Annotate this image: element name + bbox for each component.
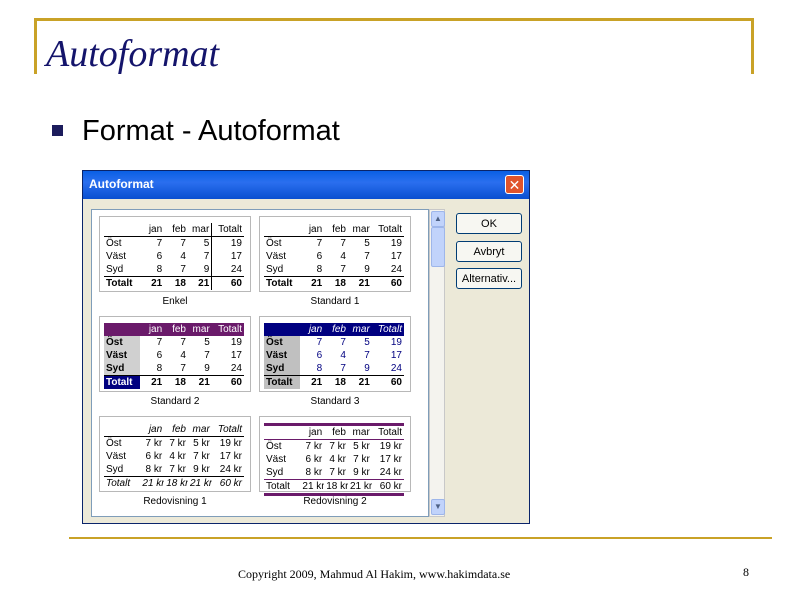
sample-table	[264, 423, 404, 496]
sample-cell: Totalt	[104, 277, 140, 291]
sample-cell: 18	[164, 277, 188, 291]
sample-cell: 8	[316, 363, 323, 374]
sample-cell: mar	[348, 425, 372, 440]
sample-cell	[264, 323, 300, 336]
sample-cell: 7 kr	[193, 451, 210, 462]
sample-cell: 21	[300, 376, 324, 390]
sample-cell	[264, 425, 300, 440]
sample-cell: 21	[348, 376, 372, 390]
sample-row-body	[264, 440, 404, 454]
sample-cell: 7	[364, 251, 370, 262]
sample-cell: 60	[212, 376, 244, 390]
sample-cell: 19 kr	[219, 438, 242, 449]
sample-cell: 6	[156, 251, 163, 262]
sample-cell: 8	[316, 264, 323, 275]
sample-row-body	[104, 463, 244, 477]
sample-row-body	[264, 263, 404, 277]
sample-cell: 24	[212, 263, 244, 277]
sample-cell: 7 kr	[329, 441, 346, 452]
sample-row-total	[104, 277, 244, 291]
sample-cell: 19	[390, 238, 402, 249]
sample-cell: jan	[300, 425, 324, 440]
format-preview	[259, 216, 411, 292]
sample-cell: 9	[204, 363, 210, 374]
sample-row-body	[264, 237, 404, 251]
sample-row-total	[264, 376, 404, 390]
sample-cell: 5	[203, 238, 210, 249]
sample-row-header	[104, 323, 244, 336]
cancel-button[interactable]: Avbryt	[456, 241, 522, 262]
close-button[interactable]: ✕	[505, 175, 524, 194]
sample-cell: mar	[348, 323, 372, 336]
sample-row-header	[104, 223, 244, 237]
sample-cell: 7 kr	[169, 438, 186, 449]
sample-cell: Totalt	[372, 323, 404, 336]
sample-cell: Öst	[266, 441, 282, 452]
gallery-scrollbar[interactable]	[429, 209, 445, 517]
format-option-standard-1[interactable]	[259, 216, 411, 311]
sample-cell: 7	[340, 337, 346, 348]
sample-cell: 8 kr	[145, 464, 163, 475]
sample-row-body	[104, 237, 244, 251]
format-option-redovisning-1[interactable]	[99, 416, 251, 511]
slide-title: Autoformat	[46, 33, 220, 75]
sample-cell: 17	[230, 350, 242, 361]
sample-cell: 17 kr	[379, 454, 402, 465]
sample-cell: 7	[156, 238, 163, 249]
sample-cell: Syd	[266, 264, 284, 275]
sample-cell: Totalt	[264, 277, 300, 291]
sample-cell: mar	[188, 423, 212, 437]
format-preview	[259, 416, 411, 492]
sample-cell: Totalt	[264, 480, 300, 495]
options-button[interactable]: Alternativ...	[456, 268, 522, 289]
sample-cell: jan	[140, 323, 164, 336]
format-label: Redovisning 1	[143, 496, 207, 507]
sample-cell: 21	[300, 277, 324, 291]
scroll-down-icon[interactable]: ▼	[431, 499, 445, 515]
sample-cell: 7	[316, 337, 323, 348]
sample-cell: 19	[390, 337, 402, 348]
sample-cell: Öst	[264, 336, 300, 349]
sample-cell: 24	[230, 363, 242, 374]
format-preview	[99, 216, 251, 292]
sample-table	[264, 223, 404, 290]
sample-cell: 7	[340, 264, 346, 275]
sample-row-body	[264, 453, 404, 466]
slide-frame-left	[34, 18, 37, 74]
sample-cell: 21 kr	[189, 478, 212, 489]
sample-cell: Syd	[106, 464, 124, 475]
sample-cell: 7	[316, 238, 323, 249]
autoformat-dialog	[82, 170, 530, 524]
scroll-thumb[interactable]	[431, 227, 445, 267]
sample-cell	[264, 223, 300, 237]
sample-cell: 7 kr	[329, 467, 346, 478]
sample-row-body	[264, 466, 404, 480]
sample-cell: Totalt	[104, 477, 140, 491]
sample-cell: 21 kr	[300, 480, 324, 495]
sample-cell: 4	[340, 350, 346, 361]
sample-cell: 7 kr	[305, 441, 323, 452]
sample-cell: 4	[180, 251, 186, 262]
sample-row-body	[264, 362, 404, 376]
sample-cell: 24	[390, 264, 402, 275]
sample-cell: 4 kr	[329, 454, 346, 465]
sample-cell: jan	[140, 223, 164, 237]
sample-cell: Väst	[104, 349, 140, 362]
sample-cell: Öst	[106, 238, 122, 249]
sample-cell: 7	[203, 251, 210, 262]
sample-cell: 60	[372, 376, 404, 390]
bullet-text: Format - Autoformat	[82, 115, 340, 147]
sample-row-body	[104, 263, 244, 277]
sample-cell: jan	[300, 223, 324, 237]
sample-cell: 24 kr	[219, 464, 242, 475]
sample-cell: feb	[164, 323, 188, 336]
sample-cell: Syd	[104, 362, 140, 376]
sample-cell: 8 kr	[305, 467, 323, 478]
sample-cell: Väst	[106, 451, 127, 462]
sample-cell: 7	[180, 264, 186, 275]
sample-cell: 5	[364, 238, 370, 249]
sample-cell: 9	[364, 264, 370, 275]
format-preview	[99, 316, 251, 392]
sample-cell: 4 kr	[169, 451, 186, 462]
sample-row-body	[264, 250, 404, 263]
sample-cell: mar	[188, 323, 212, 336]
sample-cell: 9	[364, 363, 370, 374]
sample-cell: 60 kr	[212, 477, 244, 491]
sample-cell: 5	[364, 337, 370, 348]
sample-cell: feb	[324, 223, 348, 237]
sample-cell: 9	[203, 264, 210, 275]
sample-cell: Öst	[266, 238, 282, 249]
format-preview	[99, 416, 251, 492]
sample-cell: 6	[156, 350, 163, 361]
sample-cell: 18	[164, 376, 188, 390]
sample-cell: 24	[390, 363, 402, 374]
sample-cell: feb	[164, 223, 188, 237]
sample-cell: mar	[188, 223, 212, 237]
sample-cell: 21	[188, 376, 212, 390]
scroll-up-icon[interactable]: ▲	[431, 211, 445, 227]
sample-cell: 19	[212, 237, 244, 251]
format-gallery	[91, 209, 429, 517]
sample-cell: 19 kr	[379, 441, 402, 452]
ok-button[interactable]: OK	[456, 213, 522, 234]
bullet-square-icon	[52, 125, 63, 136]
sample-cell: jan	[140, 423, 164, 437]
footer-divider	[69, 537, 772, 539]
sample-cell: Väst	[266, 251, 287, 262]
sample-row-body	[264, 336, 404, 349]
sample-cell: Öst	[104, 336, 140, 349]
sample-row-total	[264, 277, 404, 291]
sample-row-body	[104, 362, 244, 376]
sample-cell: 6 kr	[305, 454, 323, 465]
sample-cell: jan	[300, 323, 324, 336]
sample-cell: feb	[164, 423, 188, 437]
format-option-standard-2[interactable]	[99, 316, 251, 411]
sample-cell: 9 kr	[193, 464, 210, 475]
format-label: Standard 2	[150, 396, 200, 407]
sample-cell: 17 kr	[219, 451, 242, 462]
sample-row-header	[104, 423, 244, 437]
dialog-title: Autoformat	[89, 177, 154, 191]
sample-cell: Syd	[106, 264, 124, 275]
sample-table	[104, 423, 244, 490]
sample-cell: 8	[156, 363, 163, 374]
sample-cell: 7	[180, 337, 186, 348]
sample-cell: 24 kr	[379, 467, 402, 478]
sample-row-header	[264, 323, 404, 336]
copyright-text: Copyright 2009, Mahmud Al Hakim, www.hakimdata.se	[238, 567, 511, 581]
format-option-standard-3[interactable]	[259, 316, 411, 411]
sample-cell	[104, 223, 140, 237]
sample-cell: 5 kr	[353, 441, 370, 452]
sample-cell: 60 kr	[372, 480, 404, 495]
sample-cell: 8	[156, 264, 163, 275]
sample-cell: 5	[204, 337, 210, 348]
sample-cell: 21	[188, 277, 212, 291]
sample-table	[104, 223, 244, 290]
sample-cell: 18 kr	[166, 478, 188, 489]
sample-cell: Totalt	[372, 223, 404, 237]
sample-cell: 4	[180, 350, 186, 361]
sample-row-body	[104, 450, 244, 463]
sample-cell: 60	[372, 277, 404, 291]
sample-cell: 7	[204, 350, 210, 361]
sample-cell: 7	[340, 238, 346, 249]
sample-cell: 18	[324, 376, 348, 390]
sample-cell: 7	[180, 238, 186, 249]
sample-row-total	[264, 480, 404, 495]
sample-cell: 7	[180, 363, 186, 374]
sample-row-header	[264, 425, 404, 440]
sample-cell: Syd	[264, 362, 300, 376]
dialog-titlebar[interactable]	[83, 171, 529, 199]
sample-cell: 21	[140, 376, 164, 390]
sample-cell: 17	[390, 350, 402, 361]
sample-cell: Totalt	[264, 376, 300, 390]
sample-cell: 7	[156, 337, 163, 348]
sample-cell: 17	[390, 251, 402, 262]
sample-cell: 7 kr	[353, 454, 370, 465]
format-label: Standard 1	[310, 296, 360, 307]
sample-cell: 18 kr	[324, 480, 348, 495]
slide-frame-top	[34, 18, 754, 21]
sample-cell: feb	[324, 323, 348, 336]
format-option-enkel[interactable]	[99, 216, 251, 311]
sample-cell: 18	[324, 277, 348, 291]
page-number: 8	[743, 565, 749, 579]
format-option-redovisning-2[interactable]	[259, 416, 411, 511]
sample-cell: 17	[212, 250, 244, 263]
sample-cell: 21	[140, 277, 164, 291]
sample-cell: 19	[230, 337, 242, 348]
sample-cell: Totalt	[372, 425, 404, 440]
sample-cell: 7 kr	[145, 438, 163, 449]
sample-row-total	[104, 477, 244, 491]
sample-row-body	[104, 437, 244, 451]
sample-row-body	[104, 349, 244, 362]
sample-cell: Öst	[106, 438, 122, 449]
sample-cell: Totalt	[212, 423, 244, 437]
sample-cell: Totalt	[212, 223, 244, 237]
format-label: Redovisning 2	[303, 496, 367, 507]
sample-cell: Totalt	[212, 323, 244, 336]
sample-cell: Väst	[266, 454, 287, 465]
sample-cell: 60	[212, 277, 244, 291]
sample-cell: mar	[348, 223, 372, 237]
format-preview	[259, 316, 411, 392]
sample-cell	[104, 423, 140, 437]
sample-cell: 4	[340, 251, 346, 262]
sample-cell: 6	[316, 251, 323, 262]
sample-cell: Väst	[264, 349, 300, 362]
sample-cell: 21 kr	[142, 478, 165, 489]
sample-cell: 6	[316, 350, 323, 361]
sample-row-body	[264, 349, 404, 362]
sample-row-body	[104, 336, 244, 349]
sample-cell	[104, 323, 140, 336]
format-label: Standard 3	[310, 396, 360, 407]
sample-cell: 9 kr	[353, 467, 370, 478]
sample-cell: Väst	[106, 251, 127, 262]
sample-cell: 7	[364, 350, 370, 361]
sample-cell: 5 kr	[193, 438, 210, 449]
sample-cell: Syd	[266, 467, 284, 478]
sample-row-total	[104, 376, 244, 390]
sample-table	[104, 323, 244, 389]
slide-frame-right	[751, 18, 754, 74]
format-label: Enkel	[162, 296, 188, 307]
sample-row-body	[104, 250, 244, 263]
sample-cell: 6 kr	[145, 451, 163, 462]
sample-cell: 21 kr	[348, 480, 372, 495]
sample-cell: Totalt	[104, 376, 140, 390]
sample-cell: 7	[340, 363, 346, 374]
sample-cell: 21	[348, 277, 372, 291]
sample-table	[264, 323, 404, 389]
sample-cell: 7 kr	[169, 464, 186, 475]
sample-cell: feb	[324, 425, 348, 440]
sample-row-header	[264, 223, 404, 237]
